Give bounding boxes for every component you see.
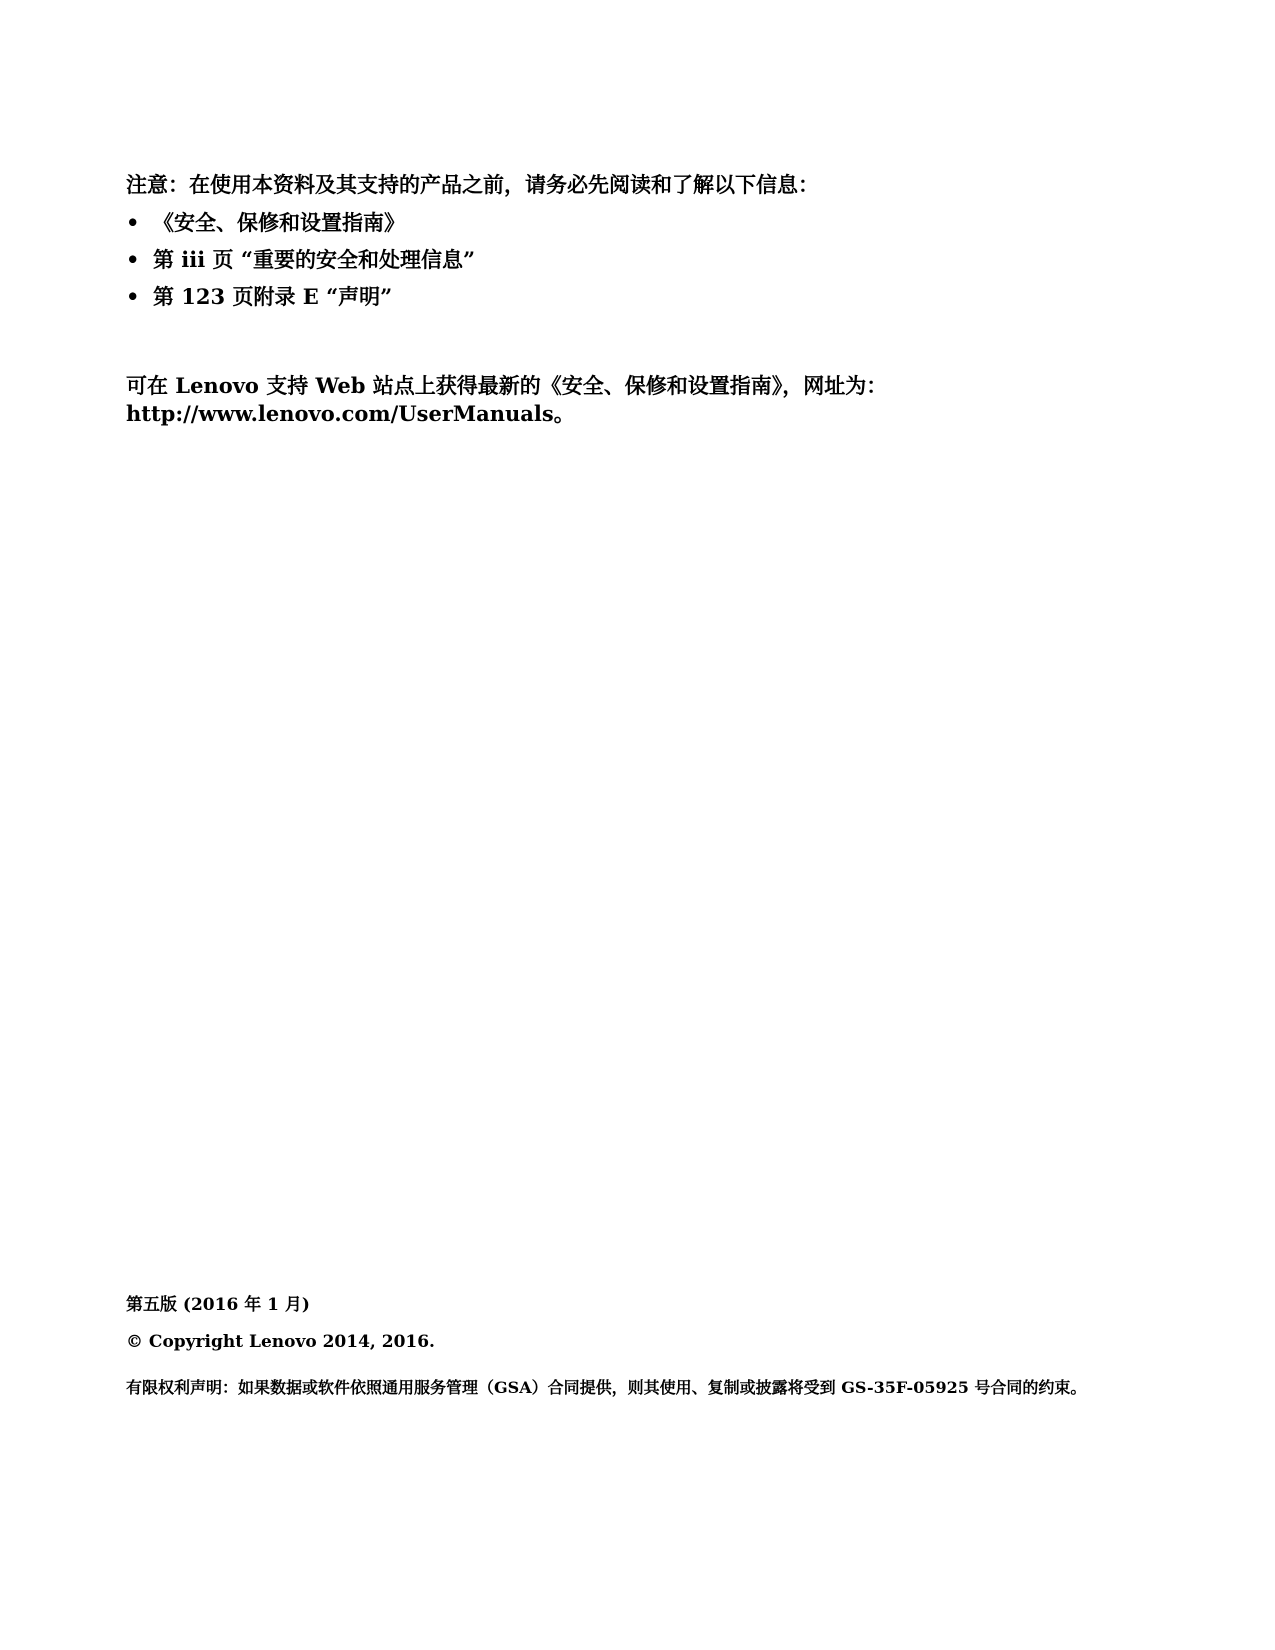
restricted-rights-notice: 有限权利声明：如果数据或软件依照通用服务管理（GSA）合同提供，则其使用、复制或披露将受到 GS-35F-05925 号合同的约束。	[126, 1378, 1087, 1397]
list-item	[126, 208, 1156, 245]
notice-label: 注意：	[126, 172, 189, 197]
notice-section	[126, 170, 1156, 319]
list-item-text: 第 123 页附录 E “声明”	[153, 284, 393, 309]
notice-list	[126, 208, 1156, 319]
notice-text: 在使用本资料及其支持的产品之前，请务必先阅读和了解以下信息：	[189, 172, 819, 197]
bullet-icon: •	[126, 284, 140, 309]
website-suffix: 。	[553, 401, 575, 426]
list-item-text: 第 iii 页 “重要的安全和处理信息”	[153, 247, 476, 272]
website-text: 可在 Lenovo 支持 Web 站点上获得最新的《安全、保修和设置指南》，网址为：	[126, 373, 888, 398]
website-paragraph	[126, 372, 1156, 428]
bullet-icon: •	[126, 210, 140, 235]
list-item	[126, 245, 1156, 282]
copyright-line: © Copyright Lenovo 2014, 2016.	[126, 1332, 435, 1352]
website-url[interactable]: http://www.lenovo.com/UserManuals	[126, 401, 554, 426]
edition-line: 第五版 (2016 年 1 月)	[126, 1295, 310, 1315]
list-item	[126, 282, 1156, 319]
bullet-icon: •	[126, 247, 140, 272]
list-item-text: 《安全、保修和设置指南》	[153, 210, 405, 235]
notice-intro	[126, 170, 1156, 200]
